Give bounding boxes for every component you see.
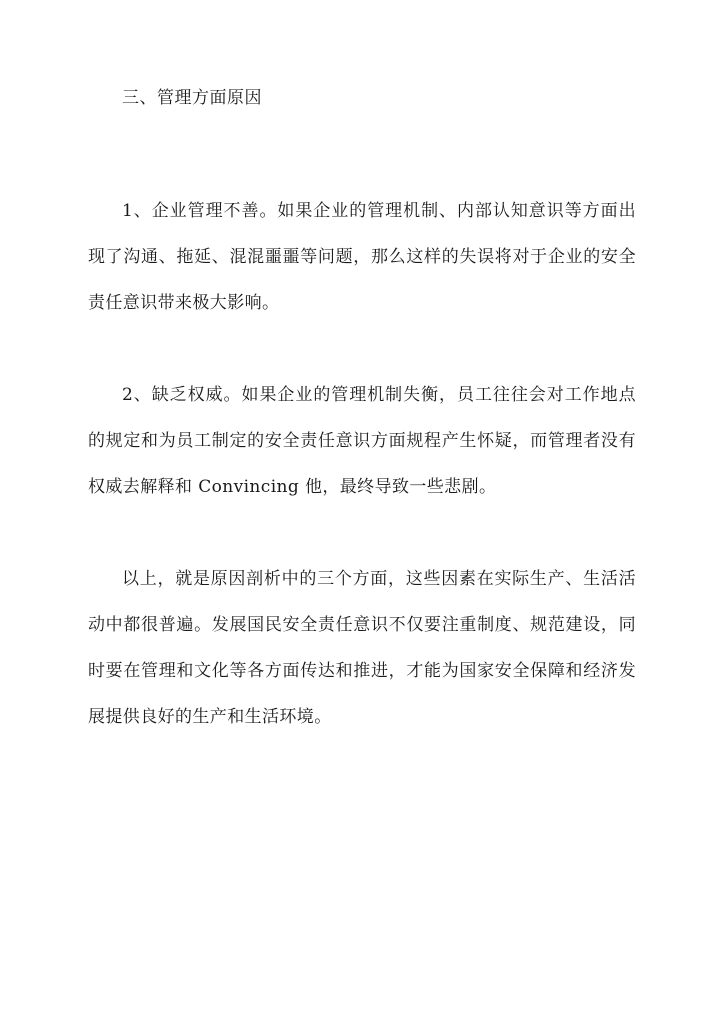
paragraph-lack-authority: 2、缺乏权威。如果企业的管理机制失衡，员工往往会对工作地点的规定和为员工制定的安全责任意识方面规程产生怀疑，而管理者没有权威去解释和 Convincing 他，最终导致一些悲剧。 <box>88 385 636 497</box>
section-heading: 三、管理方面原因 <box>122 88 262 108</box>
paragraph-summary: 以上，就是原因剖析中的三个方面，这些因素在实际生产、生活活动中都很普遍。发展国民安全责任意识不仅要注重制度、规范建设，同时要在管理和文化等各方面传达和推进，才能为国家安全保障和经济发展提供良好的生产和生活环境。 <box>88 569 636 727</box>
paragraph-management-poor: 1、企业管理不善。如果企业的管理机制、内部认知意识等方面出现了沟通、拖延、混混噩噩等问题，那么这样的失误将对于企业的安全责任意识带来极大影响。 <box>88 201 636 313</box>
